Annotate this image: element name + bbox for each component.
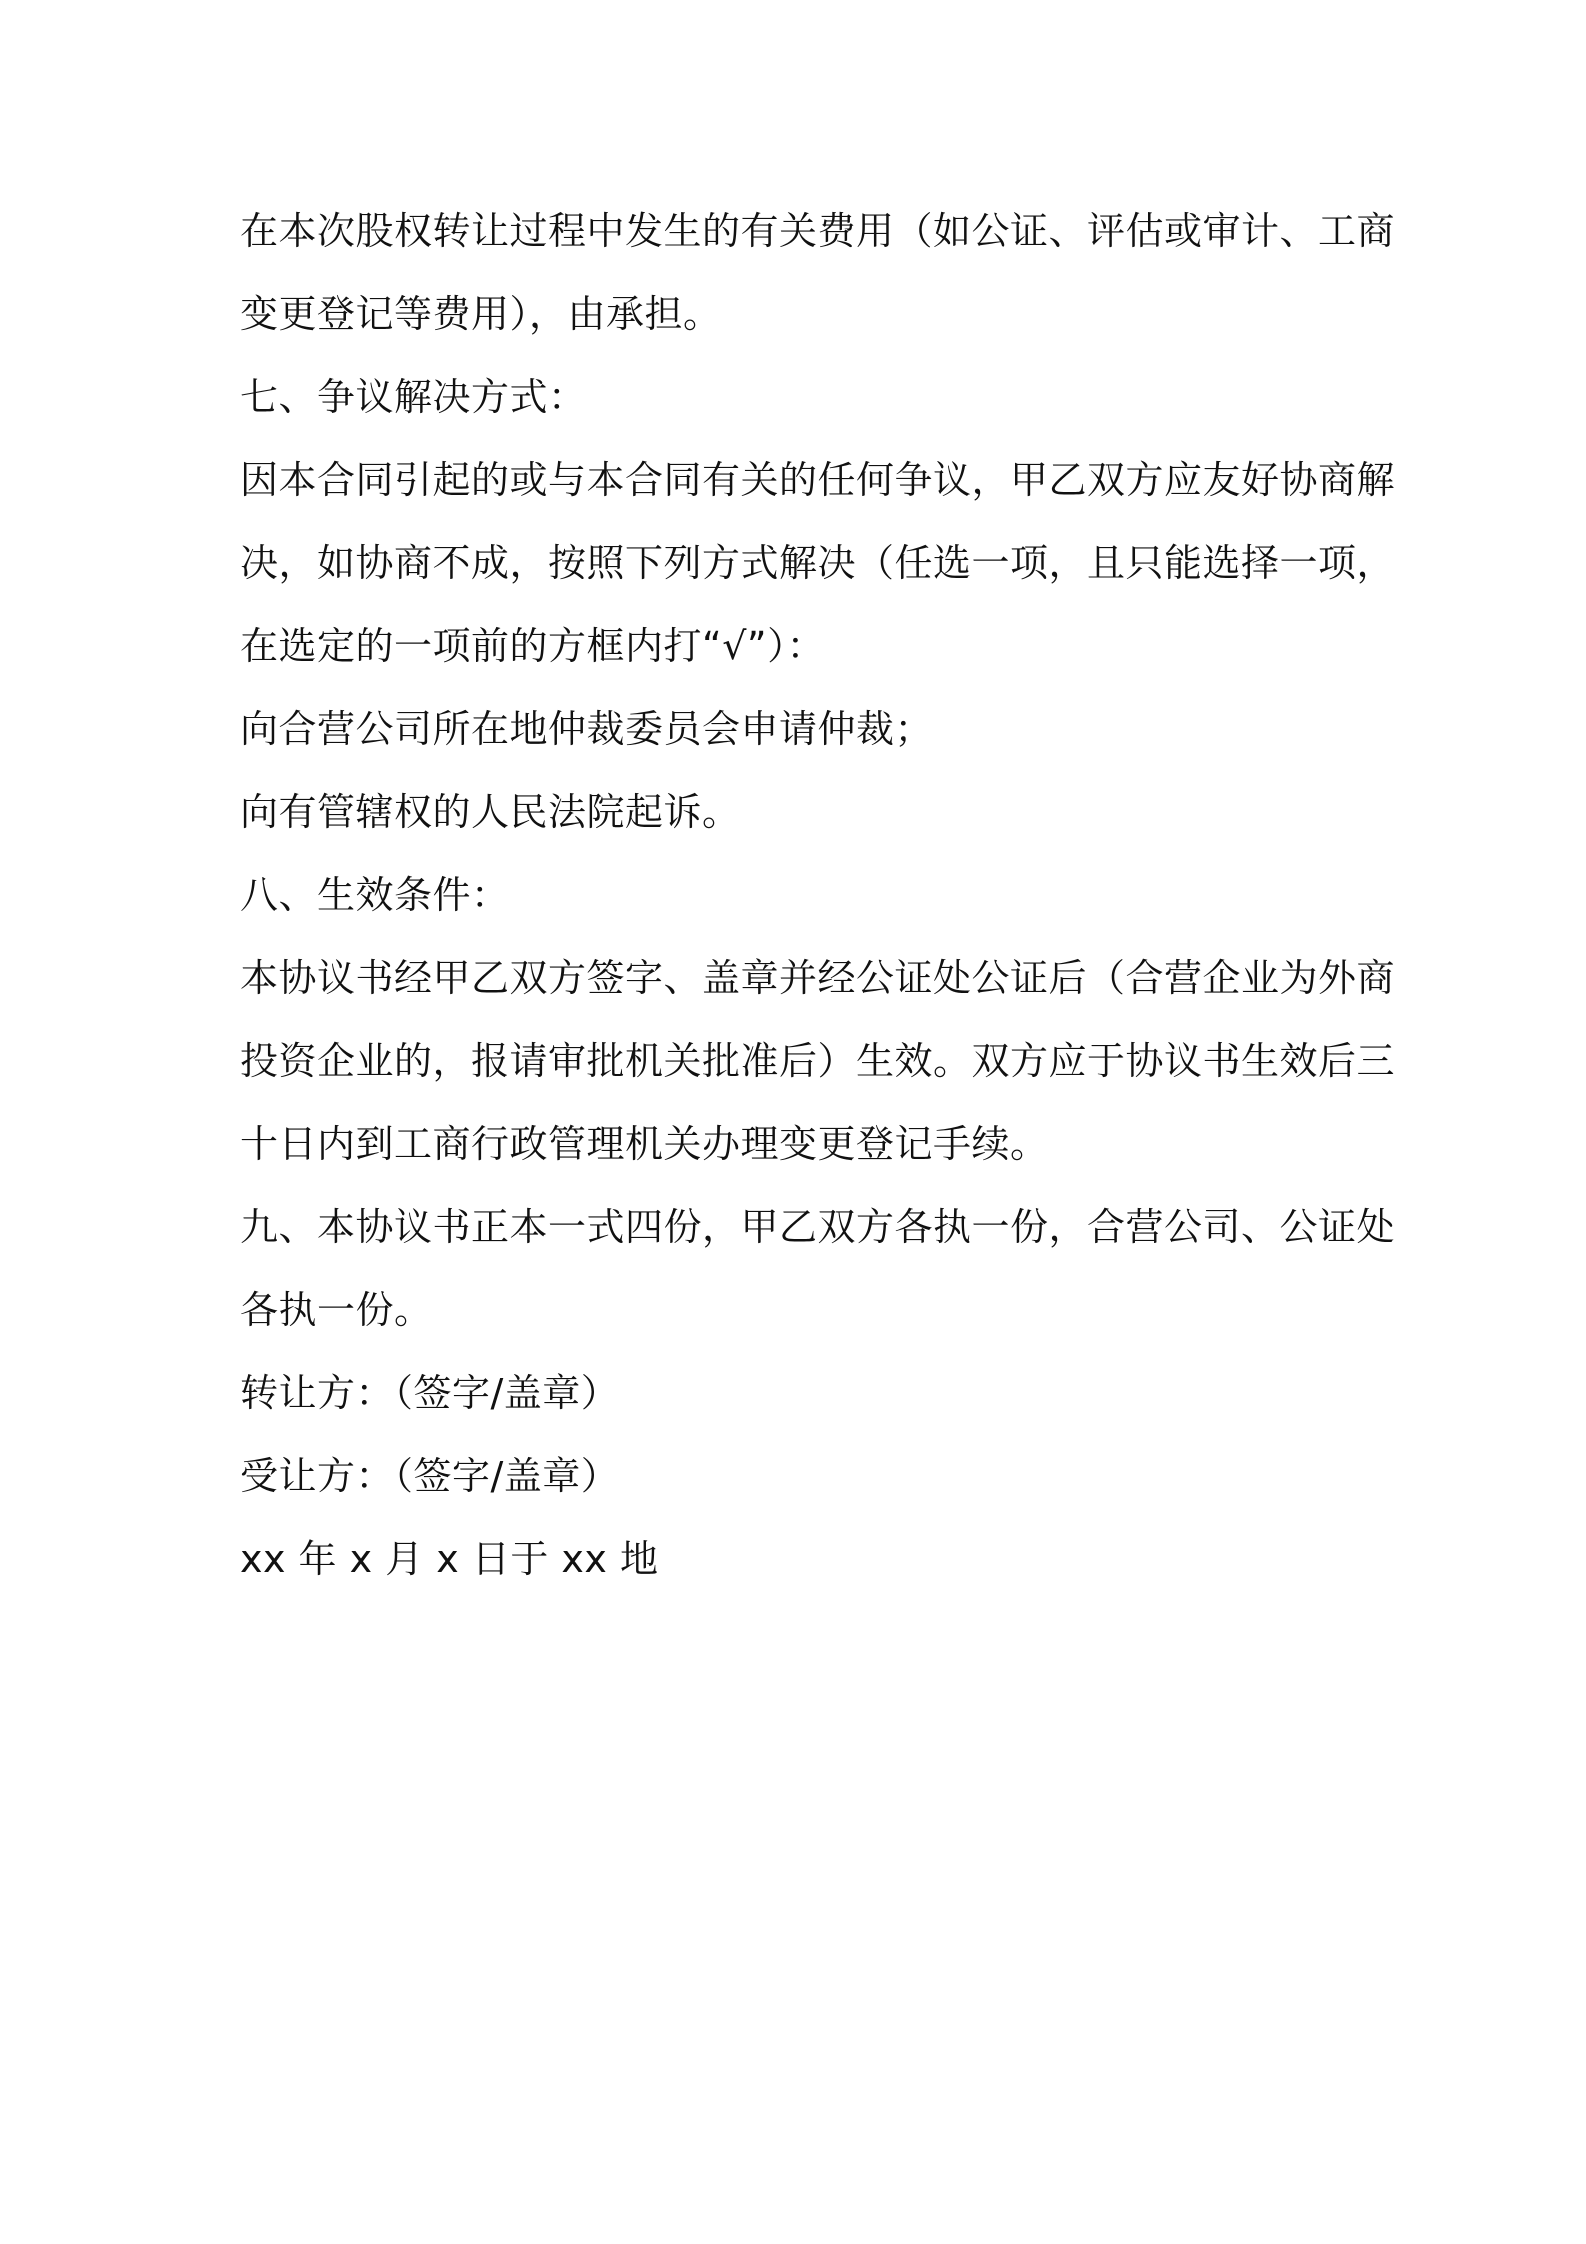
transferee-signature-line: 受让方：（签字/盖章） xyxy=(240,1454,620,1498)
section-heading-effect: 八、生效条件： xyxy=(240,873,510,917)
document-body xyxy=(240,190,1396,1601)
section-heading-dispute: 七、争议解决方式： xyxy=(240,375,587,419)
option-court: 向有管辖权的人民法院起诉。 xyxy=(240,790,741,834)
paragraph-fees-line-2: 变更登记等费用），由承担。 xyxy=(240,292,722,336)
option-arbitration: 向合营公司所在地仲裁委员会申请仲裁； xyxy=(240,707,934,751)
paragraph-effect-line-1: 本协议书经甲乙双方签字、盖章并经公证处公证后（合营企业为外商 xyxy=(240,956,1396,1000)
paragraph-dispute-line-2: 决，如协商不成，按照下列方式解决（任选一项，且只能选择一项， xyxy=(240,541,1396,585)
transferor-signature-line: 转让方：（签字/盖章） xyxy=(240,1371,620,1415)
paragraph-effect-line-3: 十日内到工商行政管理机关办理变更登记手续。 xyxy=(240,1122,1049,1166)
section-copies-line-2: 各执一份。 xyxy=(240,1288,433,1332)
paragraph-dispute-line-1: 因本合同引起的或与本合同有关的任何争议，甲乙双方应友好协商解 xyxy=(240,458,1396,502)
paragraph-fees-line-1: 在本次股权转让过程中发生的有关费用（如公证、评估或审计、工商 xyxy=(240,209,1396,253)
date-place-line: xx 年 x 月 x 日于 xx 地 xyxy=(240,1537,659,1581)
paragraph-effect-line-2: 投资企业的，报请审批机关批准后）生效。双方应于协议书生效后三 xyxy=(240,1039,1396,1083)
section-copies-line-1: 九、本协议书正本一式四份，甲乙双方各执一份，合营公司、公证处 xyxy=(240,1205,1396,1249)
paragraph-dispute-line-3: 在选定的一项前的方框内打“√”）： xyxy=(240,624,826,668)
